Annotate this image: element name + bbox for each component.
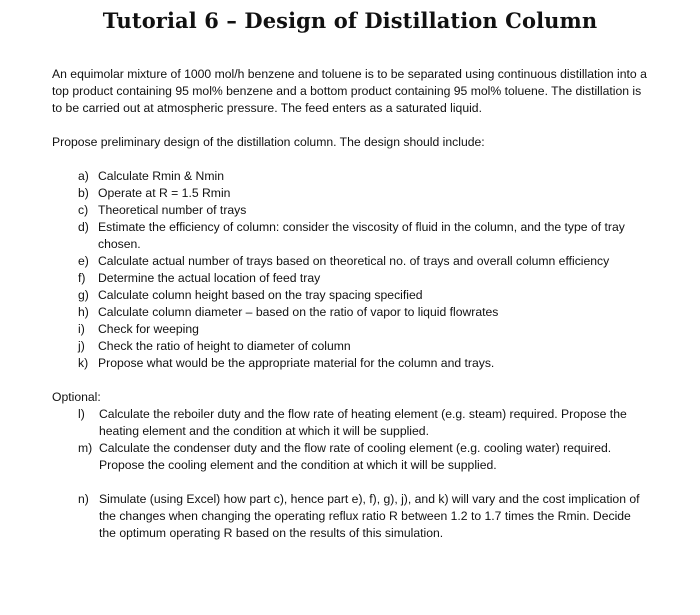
list-item-text: Calculate column diameter – based on the ratio of vapor to liquid flowrates — [98, 305, 499, 319]
list-marker: l) — [78, 407, 85, 421]
list-item-text: Determine the actual location of feed tray — [98, 271, 321, 285]
list-item — [78, 219, 653, 253]
list-item — [78, 185, 653, 202]
list-marker: e) — [78, 254, 89, 268]
list-item — [78, 270, 653, 287]
problem-statement: An equimolar mixture of 1000 mol/h benzene and toluene is to be separated using continuous distillation into a top product containing 95 mol% benzene and a bottom product containing 95 mol% toluene. The distillation is to be carried out at atmospheric pressure. The feed enters as a saturated liquid. — [52, 67, 647, 115]
list-item-text: Theoretical number of trays — [98, 203, 247, 217]
list-item — [78, 321, 653, 338]
optional-heading: Optional: — [52, 390, 101, 404]
list-item-text: Calculate column height based on the tray spacing specified — [98, 288, 423, 302]
list-marker: i) — [78, 322, 85, 336]
list-marker: n) — [78, 492, 89, 506]
list-marker: c) — [78, 203, 89, 217]
list-item-text: Check for weeping — [98, 322, 199, 336]
list-item-text: Estimate the efficiency of column: consider the viscosity of fluid in the column, and the type of tray chosen. — [98, 220, 625, 251]
list-marker: h) — [78, 305, 89, 319]
list-marker: j) — [78, 339, 85, 353]
design-instruction: Propose preliminary design of the distillation column. The design should include: — [52, 135, 485, 149]
list-item-text: Calculate Rmin & Nmin — [98, 169, 224, 183]
list-item — [78, 304, 653, 321]
list-marker: m) — [78, 441, 93, 455]
list-marker: d) — [78, 220, 89, 234]
list-item-text: Check the ratio of height to diameter of column — [98, 339, 351, 353]
list-item-text: Calculate the condenser duty and the flow rate of cooling element (e.g. cooling water) required. Propose the cooling element and the condition at which it will be supplied. — [99, 441, 612, 472]
list-item-text: Simulate (using Excel) how part c), hence part e), f), g), j), and k) will vary and the cost implication of the changes when changing the operating reflux ratio R between 1.2 to 1.7 times the Rmin. Decide the optimum operating R based on the results of this simulation. — [99, 492, 640, 540]
list-item — [78, 355, 653, 372]
list-item — [78, 440, 650, 474]
list-item — [78, 253, 653, 270]
list-item — [78, 491, 650, 542]
list-item-text: Operate at R = 1.5 Rmin — [98, 186, 231, 200]
list-marker: b) — [78, 186, 89, 200]
list-marker: a) — [78, 169, 89, 183]
list-item — [78, 406, 650, 440]
design-task-list — [78, 168, 653, 372]
list-marker: k) — [78, 356, 89, 370]
list-marker: g) — [78, 288, 89, 302]
page-title: Tutorial 6 – Design of Distillation Column — [102, 8, 598, 33]
list-item-text: Calculate actual number of trays based on theoretical no. of trays and overall column efficiency — [98, 254, 610, 268]
optional-task-list — [78, 406, 650, 542]
list-item-text: Calculate the reboiler duty and the flow rate of heating element (e.g. steam) required. Propose the heating element and the condition at which it will be supplied. — [99, 407, 627, 438]
list-item-text: Propose what would be the appropriate material for the column and trays. — [98, 356, 495, 370]
list-item — [78, 168, 653, 185]
list-item — [78, 338, 653, 355]
list-item — [78, 202, 653, 219]
list-item — [78, 287, 653, 304]
list-marker: f) — [78, 271, 86, 285]
